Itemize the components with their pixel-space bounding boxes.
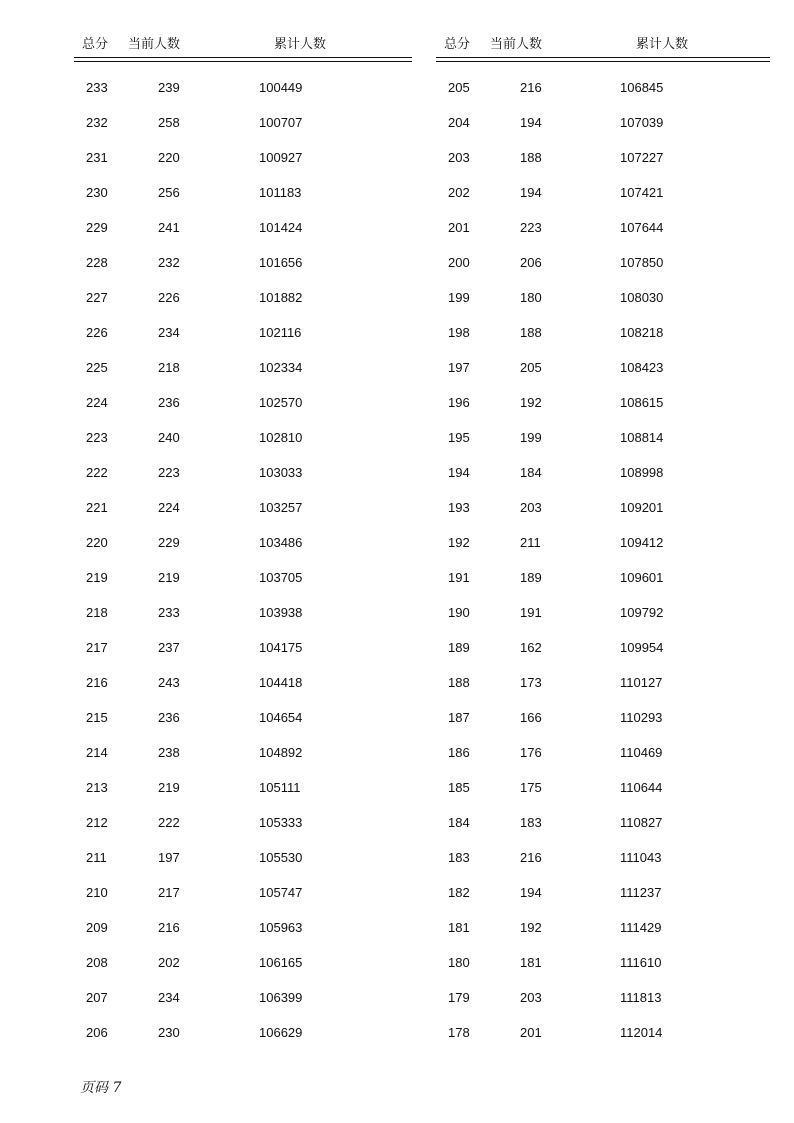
current-count-cell: 191	[520, 605, 542, 620]
cumulative-count-cell: 102570	[259, 395, 303, 410]
current-count-cell: 219	[158, 570, 180, 585]
cumulative-count-cell: 106629	[259, 1025, 303, 1040]
score-cell: 227	[86, 290, 108, 305]
current-count-cell: 233	[158, 605, 180, 620]
table-row	[74, 290, 412, 306]
cumulative-count-cell: 109412	[620, 535, 664, 550]
table-row	[74, 605, 412, 621]
cumulative-count-cell: 108615	[620, 395, 664, 410]
table-row	[436, 920, 770, 936]
cumulative-count-cell: 101183	[259, 185, 302, 200]
current-count-cell: 189	[520, 570, 542, 585]
cumulative-count-cell: 110469	[620, 745, 663, 760]
current-count-cell: 216	[520, 850, 542, 865]
score-cell: 202	[448, 185, 470, 200]
table-row	[436, 535, 770, 551]
current-count-cell: 234	[158, 990, 180, 1005]
current-count-cell: 188	[520, 325, 542, 340]
cumulative-count-cell: 101656	[259, 255, 303, 270]
current-count-cell: 203	[520, 500, 542, 515]
header-current: 当前人数	[128, 36, 181, 51]
score-cell: 196	[448, 395, 470, 410]
table-row	[436, 395, 770, 411]
cumulative-count-cell: 105111	[259, 780, 301, 795]
header-rule-bottom	[436, 61, 770, 62]
current-count-cell: 205	[520, 360, 542, 375]
table-row	[74, 710, 412, 726]
current-count-cell: 203	[520, 990, 542, 1005]
table-row	[436, 850, 770, 866]
score-cell: 211	[86, 850, 107, 865]
header-current: 当前人数	[490, 36, 543, 51]
cumulative-count-cell: 110644	[620, 780, 663, 795]
current-count-cell: 180	[520, 290, 542, 305]
table-row	[74, 360, 412, 376]
table-row	[74, 570, 412, 586]
score-cell: 192	[448, 535, 470, 550]
table-row	[436, 885, 770, 901]
cumulative-count-cell: 108814	[620, 430, 664, 445]
cumulative-count-cell: 107227	[620, 150, 664, 165]
table-row	[436, 815, 770, 831]
current-count-cell: 199	[520, 430, 542, 445]
table-row	[436, 675, 770, 691]
header-score: 总分	[444, 36, 471, 51]
table-row	[74, 675, 412, 691]
current-count-cell: 222	[158, 815, 180, 830]
cumulative-count-cell: 102334	[259, 360, 303, 375]
cumulative-count-cell: 105747	[259, 885, 303, 900]
score-cell: 186	[448, 745, 470, 760]
current-count-cell: 201	[520, 1025, 542, 1040]
cumulative-count-cell: 103486	[259, 535, 303, 550]
cumulative-count-cell: 101882	[259, 290, 303, 305]
score-cell: 183	[448, 850, 470, 865]
current-count-cell: 243	[158, 675, 180, 690]
score-cell: 190	[448, 605, 470, 620]
score-cell: 180	[448, 955, 470, 970]
current-count-cell: 206	[520, 255, 542, 270]
header-rule-top	[74, 57, 412, 58]
score-cell: 219	[86, 570, 108, 585]
table-row	[436, 640, 770, 656]
cumulative-count-cell: 103938	[259, 605, 303, 620]
cumulative-count-cell: 104892	[259, 745, 303, 760]
table-row	[436, 990, 770, 1006]
current-count-cell: 240	[158, 430, 180, 445]
table-row	[74, 500, 412, 516]
score-cell: 182	[448, 885, 470, 900]
current-count-cell: 230	[158, 1025, 180, 1040]
table-row	[74, 185, 412, 201]
score-cell: 216	[86, 675, 108, 690]
current-count-cell: 237	[158, 640, 180, 655]
table-row	[436, 80, 770, 96]
current-count-cell: 202	[158, 955, 180, 970]
current-count-cell: 175	[520, 780, 542, 795]
cumulative-count-cell: 111043	[620, 850, 662, 865]
table-row	[74, 255, 412, 271]
score-cell: 220	[86, 535, 108, 550]
table-row	[74, 850, 412, 866]
score-cell: 201	[448, 220, 470, 235]
current-count-cell: 224	[158, 500, 180, 515]
current-count-cell: 256	[158, 185, 180, 200]
table-row	[74, 815, 412, 831]
current-count-cell: 197	[158, 850, 180, 865]
score-cell: 198	[448, 325, 470, 340]
table-row	[74, 150, 412, 166]
score-cell: 199	[448, 290, 470, 305]
score-cell: 222	[86, 465, 108, 480]
cumulative-count-cell: 110127	[620, 675, 663, 690]
score-cell: 189	[448, 640, 470, 655]
header-score: 总分	[82, 36, 109, 51]
score-cell: 217	[86, 640, 108, 655]
score-cell: 212	[86, 815, 108, 830]
score-cell: 224	[86, 395, 108, 410]
current-count-cell: 211	[520, 535, 541, 550]
table-row	[74, 955, 412, 971]
score-cell: 230	[86, 185, 108, 200]
current-count-cell: 176	[520, 745, 542, 760]
cumulative-count-cell: 105963	[259, 920, 303, 935]
header-rule-top	[436, 57, 770, 58]
table-row	[436, 955, 770, 971]
current-count-cell: 226	[158, 290, 180, 305]
cumulative-count-cell: 108030	[620, 290, 664, 305]
score-cell: 226	[86, 325, 108, 340]
current-count-cell: 219	[158, 780, 180, 795]
cumulative-count-cell: 109201	[620, 500, 664, 515]
current-count-cell: 232	[158, 255, 180, 270]
score-cell: 206	[86, 1025, 108, 1040]
current-count-cell: 216	[158, 920, 180, 935]
table-row	[74, 990, 412, 1006]
table-row	[436, 360, 770, 376]
current-count-cell: 216	[520, 80, 542, 95]
current-count-cell: 236	[158, 395, 180, 410]
current-count-cell: 229	[158, 535, 180, 550]
score-cell: 194	[448, 465, 470, 480]
cumulative-count-cell: 106399	[259, 990, 303, 1005]
current-count-cell: 183	[520, 815, 542, 830]
table-row	[74, 780, 412, 796]
cumulative-count-cell: 109792	[620, 605, 664, 620]
table-row	[74, 220, 412, 236]
cumulative-count-cell: 103705	[259, 570, 303, 585]
cumulative-count-cell: 104175	[259, 640, 303, 655]
score-cell: 195	[448, 430, 470, 445]
current-count-cell: 217	[158, 885, 180, 900]
current-count-cell: 166	[520, 710, 542, 725]
current-count-cell: 236	[158, 710, 180, 725]
score-cell: 218	[86, 605, 108, 620]
score-cell: 231	[86, 150, 108, 165]
cumulative-count-cell: 112014	[620, 1025, 663, 1040]
cumulative-count-cell: 107421	[620, 185, 664, 200]
current-count-cell: 162	[520, 640, 542, 655]
score-cell: 185	[448, 780, 470, 795]
table-row	[436, 710, 770, 726]
cumulative-count-cell: 107850	[620, 255, 664, 270]
cumulative-count-cell: 109601	[620, 570, 664, 585]
score-cell: 229	[86, 220, 108, 235]
current-count-cell: 238	[158, 745, 180, 760]
cumulative-count-cell: 100707	[259, 115, 303, 130]
cumulative-count-cell: 100449	[259, 80, 303, 95]
current-count-cell: 194	[520, 185, 542, 200]
current-count-cell: 223	[520, 220, 542, 235]
cumulative-count-cell: 111237	[620, 885, 662, 900]
cumulative-count-cell: 109954	[620, 640, 664, 655]
current-count-cell: 181	[520, 955, 542, 970]
score-cell: 188	[448, 675, 470, 690]
cumulative-count-cell: 102810	[259, 430, 303, 445]
table-row	[74, 640, 412, 656]
score-cell: 207	[86, 990, 108, 1005]
score-cell: 204	[448, 115, 470, 130]
current-count-cell: 192	[520, 920, 542, 935]
table-row	[74, 115, 412, 131]
current-count-cell: 234	[158, 325, 180, 340]
score-cell: 214	[86, 745, 108, 760]
cumulative-count-cell: 111610	[620, 955, 662, 970]
table-row	[74, 920, 412, 936]
current-count-cell: 173	[520, 675, 542, 690]
score-cell: 228	[86, 255, 108, 270]
header-cumulative: 累计人数	[636, 36, 689, 51]
current-count-cell: 194	[520, 115, 542, 130]
cumulative-count-cell: 104654	[259, 710, 303, 725]
table-row	[436, 255, 770, 271]
score-cell: 187	[448, 710, 470, 725]
cumulative-count-cell: 105333	[259, 815, 303, 830]
score-cell: 193	[448, 500, 470, 515]
table-row	[436, 185, 770, 201]
cumulative-count-cell: 110827	[620, 815, 663, 830]
cumulative-count-cell: 103033	[259, 465, 303, 480]
table-row	[74, 1025, 412, 1041]
score-cell: 210	[86, 885, 108, 900]
cumulative-count-cell: 100927	[259, 150, 303, 165]
table-row	[74, 395, 412, 411]
cumulative-count-cell: 111813	[620, 990, 662, 1005]
cumulative-count-cell: 107644	[620, 220, 664, 235]
current-count-cell: 241	[158, 220, 180, 235]
table-row	[436, 605, 770, 621]
table-row	[436, 465, 770, 481]
score-cell: 200	[448, 255, 470, 270]
cumulative-count-cell: 107039	[620, 115, 664, 130]
table-header	[74, 33, 412, 51]
current-count-cell: 194	[520, 885, 542, 900]
score-cell: 191	[448, 570, 470, 585]
table-row	[74, 885, 412, 901]
current-count-cell: 192	[520, 395, 542, 410]
table-row	[436, 570, 770, 586]
current-count-cell: 220	[158, 150, 180, 165]
score-cell: 215	[86, 710, 108, 725]
score-cell: 233	[86, 80, 108, 95]
score-cell: 213	[86, 780, 108, 795]
table-row	[74, 325, 412, 341]
header-cumulative: 累计人数	[274, 36, 327, 51]
cumulative-count-cell: 108998	[620, 465, 664, 480]
current-count-cell: 258	[158, 115, 180, 130]
score-cell: 225	[86, 360, 108, 375]
table-row	[74, 80, 412, 96]
current-count-cell: 184	[520, 465, 542, 480]
table-row	[74, 465, 412, 481]
cumulative-count-cell: 105530	[259, 850, 303, 865]
current-count-cell: 223	[158, 465, 180, 480]
page-number: 页码 7	[80, 1080, 122, 1096]
cumulative-count-cell: 103257	[259, 500, 303, 515]
score-cell: 223	[86, 430, 108, 445]
table-row	[436, 780, 770, 796]
score-cell: 232	[86, 115, 108, 130]
score-cell: 221	[86, 500, 108, 515]
table-row	[74, 745, 412, 761]
cumulative-count-cell: 101424	[259, 220, 303, 235]
score-cell: 208	[86, 955, 108, 970]
table-row	[436, 220, 770, 236]
table-row	[436, 290, 770, 306]
cumulative-count-cell: 110293	[620, 710, 663, 725]
cumulative-count-cell: 106165	[259, 955, 303, 970]
header-rule-bottom	[74, 61, 412, 62]
table-row	[436, 115, 770, 131]
cumulative-count-cell: 106845	[620, 80, 664, 95]
score-cell: 178	[448, 1025, 470, 1040]
current-count-cell: 239	[158, 80, 180, 95]
cumulative-count-cell: 108423	[620, 360, 664, 375]
table-row	[74, 535, 412, 551]
cumulative-count-cell: 102116	[259, 325, 302, 340]
table-row	[436, 430, 770, 446]
table-row	[436, 150, 770, 166]
score-cell: 181	[448, 920, 470, 935]
score-cell: 205	[448, 80, 470, 95]
table-row	[74, 430, 412, 446]
table-row	[436, 745, 770, 761]
score-cell: 197	[448, 360, 470, 375]
table-row	[436, 500, 770, 516]
score-cell: 179	[448, 990, 470, 1005]
current-count-cell: 218	[158, 360, 180, 375]
score-cell: 203	[448, 150, 470, 165]
score-cell: 209	[86, 920, 108, 935]
table-row	[436, 325, 770, 341]
table-row	[436, 1025, 770, 1041]
current-count-cell: 188	[520, 150, 542, 165]
table-header	[436, 33, 770, 51]
score-cell: 184	[448, 815, 470, 830]
cumulative-count-cell: 104418	[259, 675, 303, 690]
cumulative-count-cell: 108218	[620, 325, 664, 340]
cumulative-count-cell: 111429	[620, 920, 662, 935]
